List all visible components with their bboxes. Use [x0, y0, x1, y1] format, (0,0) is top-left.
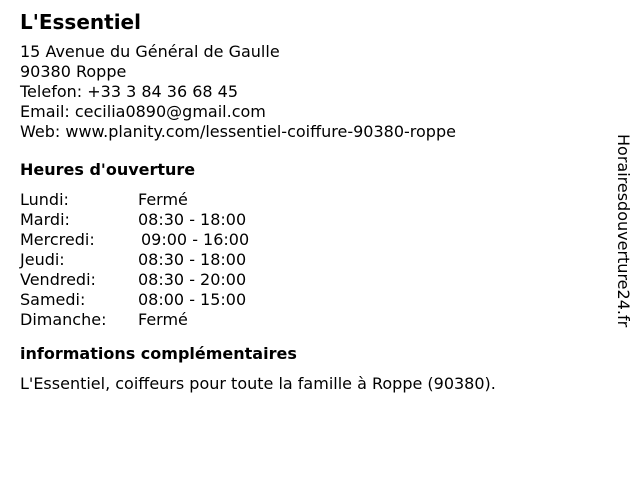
hours-time: 08:00 - 15:00	[138, 290, 247, 309]
hours-day: Mardi:	[20, 210, 70, 229]
hours-row-samedi	[20, 290, 600, 310]
hours-time: 08:30 - 18:00	[138, 250, 247, 269]
info-text: L'Essentiel, coiffeurs pour toute la famille à Roppe (90380).	[20, 374, 496, 393]
hours-day: Dimanche:	[20, 310, 107, 329]
web-line: Web: www.planity.com/lessentiel-coiffure-90380-roppe	[20, 122, 456, 141]
hours-day: Jeudi:	[20, 250, 65, 269]
hours-day: Mercredi:	[20, 230, 95, 249]
hours-day: Vendredi:	[20, 270, 96, 289]
hours-row-mardi	[20, 210, 600, 230]
phone-line: Telefon: +33 3 84 36 68 45	[20, 82, 239, 101]
address-line-1: 15 Avenue du Général de Gaulle	[20, 42, 280, 61]
hours-day: Lundi:	[20, 190, 69, 209]
hours-time: 09:00 - 16:00	[141, 230, 250, 249]
hours-day: Samedi:	[20, 290, 86, 309]
hours-time: Fermé	[138, 190, 188, 209]
hours-time: 08:30 - 18:00	[138, 210, 247, 229]
info-heading: informations complémentaires	[20, 344, 297, 363]
site-watermark	[611, 134, 635, 344]
hours-row-mercredi	[20, 230, 600, 250]
hours-row-lundi	[20, 190, 600, 210]
business-details	[20, 8, 600, 394]
address-line-2: 90380 Roppe	[20, 62, 127, 81]
email-line: Email: cecilia0890@gmail.com	[20, 102, 266, 121]
hours-heading: Heures d'ouverture	[20, 160, 196, 179]
hours-row-jeudi	[20, 250, 600, 270]
hours-table	[20, 190, 600, 330]
hours-time: 08:30 - 20:00	[138, 270, 247, 289]
business-name: L'Essentiel	[20, 10, 141, 34]
hours-time: Fermé	[138, 310, 188, 329]
watermark-text: Horairesdouverture24.fr	[614, 134, 633, 328]
hours-row-dimanche	[20, 310, 600, 330]
hours-row-vendredi	[20, 270, 600, 290]
